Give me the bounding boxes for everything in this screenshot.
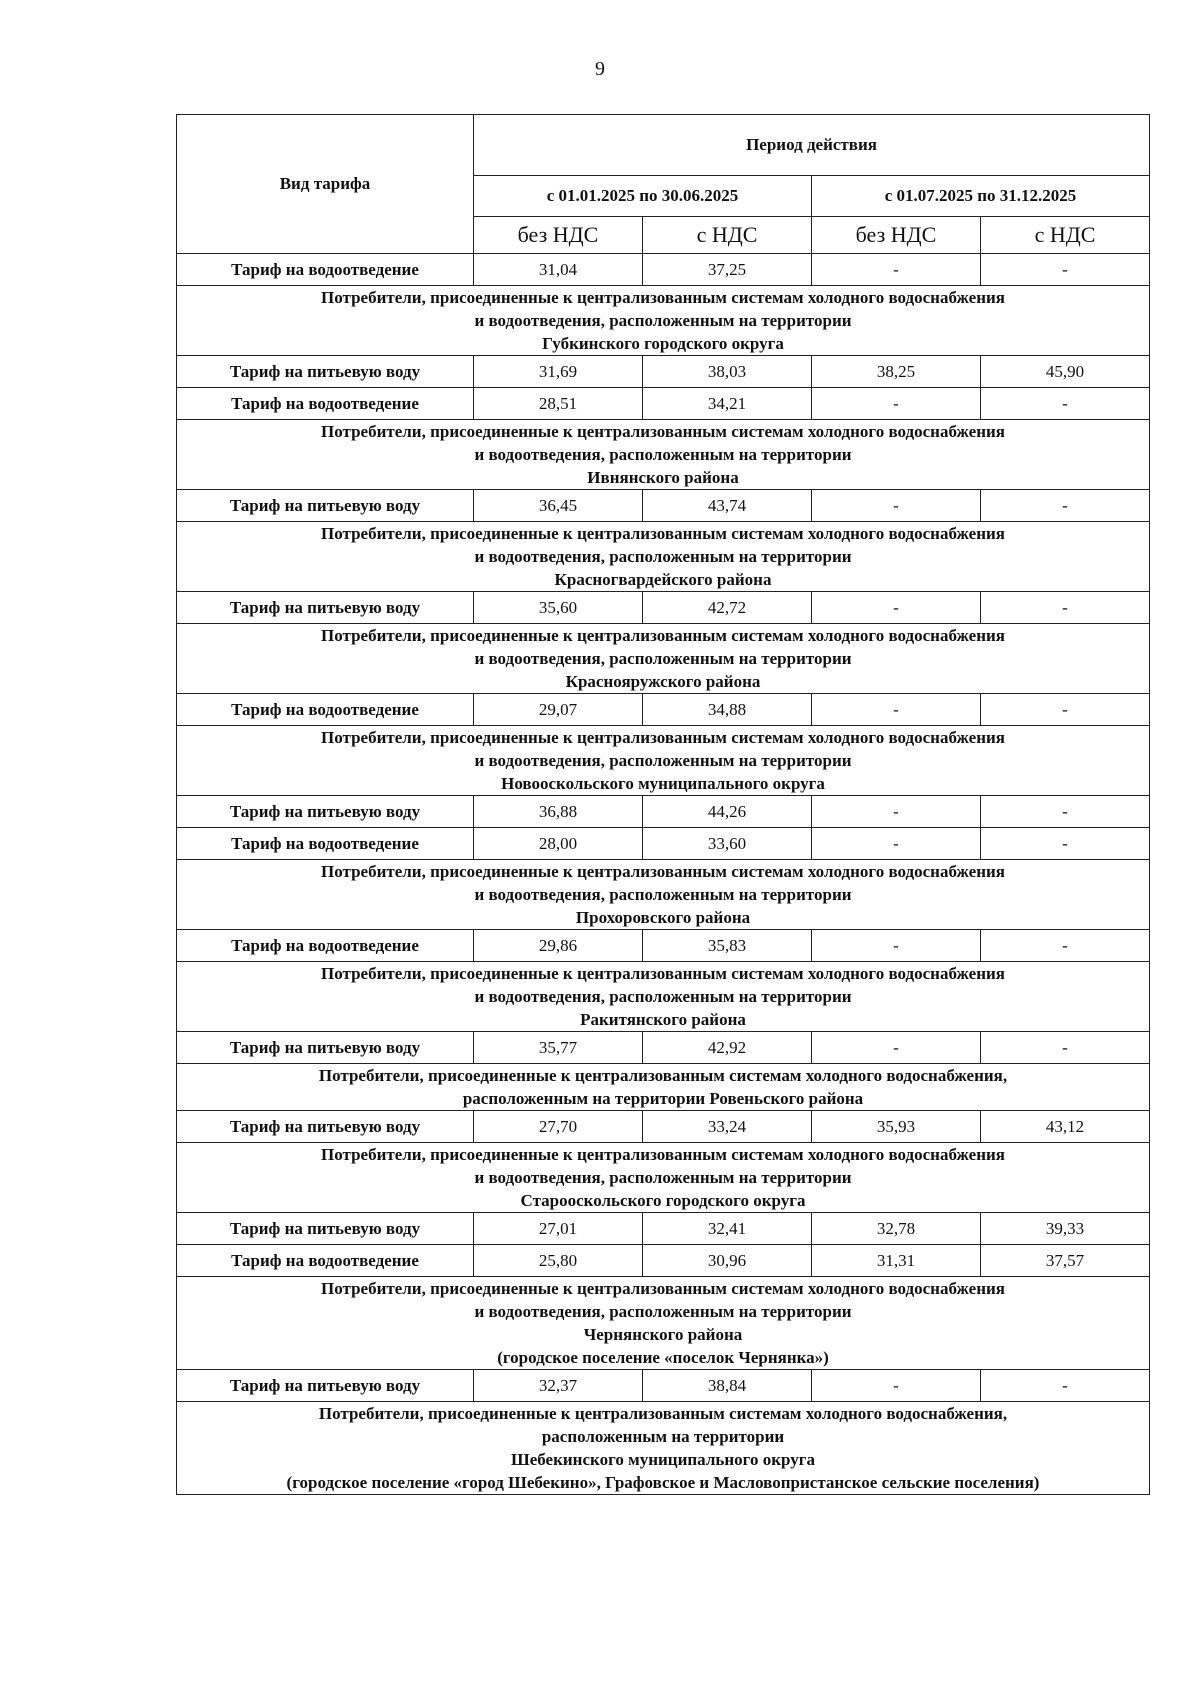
value-cell: - (812, 1370, 981, 1402)
header-period: Период действия (474, 115, 1150, 176)
row-label: Тариф на питьевую воду (177, 796, 474, 828)
section-line: (городское поселение «поселок Чернянка») (497, 1348, 829, 1367)
value-cell: - (981, 1370, 1150, 1402)
page-number: 9 (595, 58, 605, 80)
section-line: Краснояружского района (565, 672, 761, 691)
header-period-2: с 01.07.2025 по 31.12.2025 (812, 176, 1150, 217)
section-line: и водоотведения, расположенным на территории (474, 987, 852, 1006)
section-line: Потребители, присоединенные к централизованным системам холодного водоснабжения (321, 728, 1005, 747)
value-cell: 42,72 (643, 592, 812, 624)
consumer-group-heading (177, 1277, 1150, 1370)
value-cell: 33,24 (643, 1111, 812, 1143)
consumer-group-heading (177, 624, 1150, 694)
table-body (177, 254, 1150, 1495)
value-cell: 38,84 (643, 1370, 812, 1402)
value-cell: 39,33 (981, 1213, 1150, 1245)
value-cell: - (981, 796, 1150, 828)
value-cell: 43,12 (981, 1111, 1150, 1143)
value-cell: - (812, 388, 981, 420)
consumer-group-heading (177, 420, 1150, 490)
section-row (177, 1064, 1150, 1111)
section-line: расположенным на территории Ровеньского района (462, 1089, 864, 1108)
section-line: Потребители, присоединенные к централизованным системам холодного водоснабжения (321, 1279, 1005, 1298)
table-row (177, 1213, 1150, 1245)
section-line: Потребители, присоединенные к централизованным системам холодного водоснабжения (321, 1145, 1005, 1164)
value-cell: 44,26 (643, 796, 812, 828)
value-cell: - (981, 930, 1150, 962)
value-cell: 27,70 (474, 1111, 643, 1143)
value-cell: 30,96 (643, 1245, 812, 1277)
value-cell: - (812, 694, 981, 726)
value-cell: 43,74 (643, 490, 812, 522)
tariff-table (176, 114, 1150, 1495)
row-label: Тариф на водоотведение (177, 254, 474, 286)
value-cell: 29,07 (474, 694, 643, 726)
section-line: Потребители, присоединенные к централизованным системам холодного водоснабжения (321, 964, 1005, 983)
row-label: Тариф на питьевую воду (177, 1370, 474, 1402)
value-cell: - (981, 828, 1150, 860)
section-row (177, 1143, 1150, 1213)
row-label: Тариф на водоотведение (177, 388, 474, 420)
value-cell: - (812, 930, 981, 962)
section-row (177, 1277, 1150, 1370)
value-cell: - (812, 254, 981, 286)
section-line: Шебекинского муниципального округа (511, 1450, 815, 1469)
table-header (177, 115, 1150, 254)
section-line: Старооскольского городского округа (520, 1191, 806, 1210)
section-line: и водоотведения, расположенным на территории (474, 1168, 852, 1187)
section-line: и водоотведения, расположенным на территории (474, 1302, 852, 1321)
section-line: Потребители, присоединенные к централизованным системам холодного водоснабжения (321, 422, 1005, 441)
value-cell: - (812, 1032, 981, 1064)
value-cell: 28,00 (474, 828, 643, 860)
section-line: Потребители, присоединенные к централизованным системам холодного водоснабжения (321, 288, 1005, 307)
section-line: и водоотведения, расположенным на территории (474, 445, 852, 464)
value-cell: 45,90 (981, 356, 1150, 388)
header-tariff-type: Вид тарифа (177, 115, 474, 254)
row-label: Тариф на питьевую воду (177, 1032, 474, 1064)
section-line: и водоотведения, расположенным на территории (474, 885, 852, 904)
section-row (177, 1402, 1150, 1495)
row-label: Тариф на водоотведение (177, 694, 474, 726)
value-cell: 37,25 (643, 254, 812, 286)
section-row (177, 860, 1150, 930)
section-line: Потребители, присоединенные к централизованным системам холодного водоснабжения (321, 626, 1005, 645)
value-cell: 38,03 (643, 356, 812, 388)
table-row (177, 388, 1150, 420)
section-line: Новооскольского муниципального округа (501, 774, 825, 793)
table-row (177, 828, 1150, 860)
consumer-group-heading (177, 522, 1150, 592)
value-cell: - (981, 592, 1150, 624)
header-no-vat-1: без НДС (474, 217, 643, 254)
table-row (177, 356, 1150, 388)
table-row (177, 930, 1150, 962)
value-cell: - (981, 388, 1150, 420)
value-cell: 32,37 (474, 1370, 643, 1402)
value-cell: - (812, 490, 981, 522)
consumer-group-heading (177, 286, 1150, 356)
value-cell: 28,51 (474, 388, 643, 420)
value-cell: 42,92 (643, 1032, 812, 1064)
section-line: Чернянского района (583, 1325, 743, 1344)
table-row (177, 796, 1150, 828)
section-line: и водоотведения, расположенным на территории (474, 547, 852, 566)
value-cell: 25,80 (474, 1245, 643, 1277)
section-line: Потребители, присоединенные к централизованным системам холодного водоснабжения, (318, 1404, 1008, 1423)
section-line: расположенным на территории (541, 1427, 785, 1446)
section-row (177, 420, 1150, 490)
value-cell: 31,69 (474, 356, 643, 388)
row-label: Тариф на питьевую воду (177, 356, 474, 388)
value-cell: 35,93 (812, 1111, 981, 1143)
table-row (177, 1370, 1150, 1402)
table-row (177, 1111, 1150, 1143)
value-cell: - (981, 1032, 1150, 1064)
section-row (177, 624, 1150, 694)
value-cell: 38,25 (812, 356, 981, 388)
section-row (177, 962, 1150, 1032)
value-cell: 36,45 (474, 490, 643, 522)
value-cell: 31,04 (474, 254, 643, 286)
table-row (177, 694, 1150, 726)
value-cell: 33,60 (643, 828, 812, 860)
consumer-group-heading (177, 1402, 1150, 1495)
value-cell: 34,21 (643, 388, 812, 420)
value-cell: - (981, 254, 1150, 286)
value-cell: 27,01 (474, 1213, 643, 1245)
value-cell: 32,41 (643, 1213, 812, 1245)
section-line: (городское поселение «город Шебекино», Графовское и Масловопристанское сельские поселения) (286, 1473, 1040, 1492)
consumer-group-heading (177, 860, 1150, 930)
table-row (177, 254, 1150, 286)
header-with-vat-1: с НДС (643, 217, 812, 254)
value-cell: 35,60 (474, 592, 643, 624)
header-period-1: с 01.01.2025 по 30.06.2025 (474, 176, 812, 217)
section-row (177, 286, 1150, 356)
section-row (177, 726, 1150, 796)
row-label: Тариф на питьевую воду (177, 490, 474, 522)
section-line: и водоотведения, расположенным на территории (474, 311, 852, 330)
value-cell: - (981, 694, 1150, 726)
section-line: Ракитянского района (580, 1010, 746, 1029)
value-cell: 29,86 (474, 930, 643, 962)
value-cell: 34,88 (643, 694, 812, 726)
table-row (177, 1245, 1150, 1277)
value-cell: - (981, 490, 1150, 522)
value-cell: 35,83 (643, 930, 812, 962)
consumer-group-heading (177, 1064, 1150, 1111)
section-row (177, 522, 1150, 592)
value-cell: 35,77 (474, 1032, 643, 1064)
section-line: Красногвардейского района (554, 570, 772, 589)
table-row (177, 592, 1150, 624)
table-row (177, 490, 1150, 522)
value-cell: 32,78 (812, 1213, 981, 1245)
consumer-group-heading (177, 726, 1150, 796)
consumer-group-heading (177, 1143, 1150, 1213)
value-cell: 37,57 (981, 1245, 1150, 1277)
value-cell: - (812, 592, 981, 624)
value-cell: 36,88 (474, 796, 643, 828)
section-line: Потребители, присоединенные к централизованным системам холодного водоснабжения (321, 862, 1005, 881)
row-label: Тариф на водоотведение (177, 930, 474, 962)
row-label: Тариф на водоотведение (177, 1245, 474, 1277)
row-label: Тариф на питьевую воду (177, 592, 474, 624)
row-label: Тариф на питьевую воду (177, 1213, 474, 1245)
row-label: Тариф на водоотведение (177, 828, 474, 860)
value-cell: 31,31 (812, 1245, 981, 1277)
header-no-vat-2: без НДС (812, 217, 981, 254)
section-line: Ивнянского района (587, 468, 739, 487)
value-cell: - (812, 828, 981, 860)
section-line: Губкинского городского округа (542, 334, 784, 353)
section-line: и водоотведения, расположенным на территории (474, 649, 852, 668)
section-line: Потребители, присоединенные к централизованным системам холодного водоснабжения (321, 524, 1005, 543)
table-row (177, 1032, 1150, 1064)
value-cell: - (812, 796, 981, 828)
section-line: и водоотведения, расположенным на территории (474, 751, 852, 770)
section-line: Потребители, присоединенные к централизованным системам холодного водоснабжения, (318, 1066, 1008, 1085)
header-with-vat-2: с НДС (981, 217, 1150, 254)
row-label: Тариф на питьевую воду (177, 1111, 474, 1143)
section-line: Прохоровского района (575, 908, 751, 927)
consumer-group-heading (177, 962, 1150, 1032)
